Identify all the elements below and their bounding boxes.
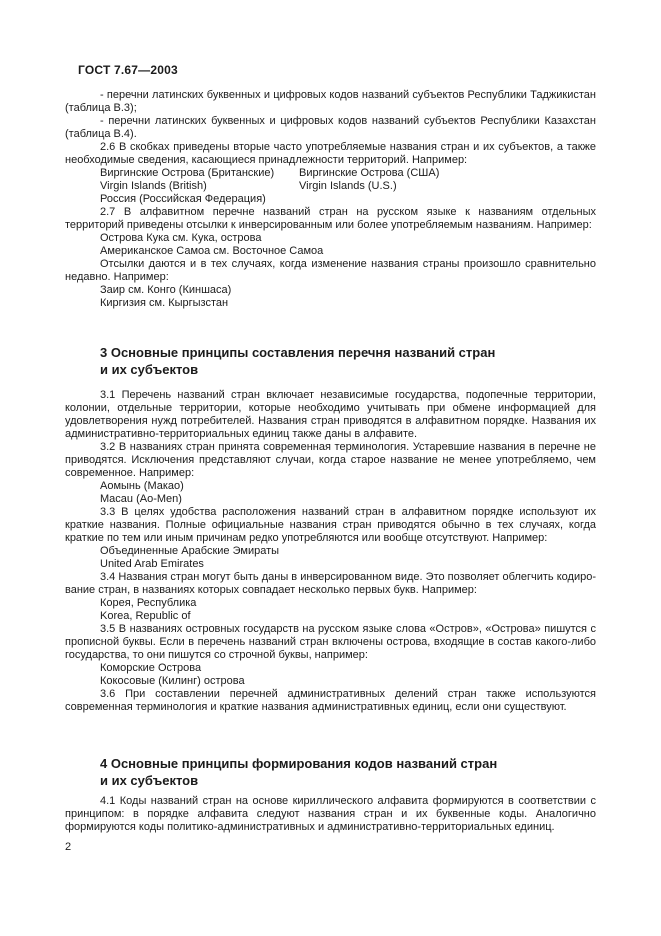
page-number: 2 bbox=[65, 841, 72, 853]
paragraph: 2.7 В алфавитном перечне названий стран на русском языке к названиям отдельных территорий приведены отсылки к инверсированным или более употребляемым названиям. Например: bbox=[65, 206, 596, 231]
example-line: Аомынь (Макао) bbox=[100, 480, 184, 492]
document-body bbox=[65, 89, 596, 834]
paragraph: 3.3 В целях удобства расположения названий стран в алфавитном порядке используют их краткие названия. Полные официальные названия стран приводятся обычно в тех случаях, когда краткие по тем или иным причинам редко употребляются или вообще отсутствуют. Например: bbox=[65, 506, 596, 544]
example-line: Корея, Республика bbox=[100, 597, 197, 609]
paragraph: 4.1 Коды названий стран на основе кириллического алфавита формируются в соответствии с принципом: в порядке алфавита следуют названия стран и их буквенные коды. Аналогично формируются коды политико-административных и административно-территориальных единиц. bbox=[65, 795, 596, 833]
section-heading-line: 3 Основные принципы составления перечня названий стран bbox=[100, 345, 496, 360]
example-line: Киргизия см. Кыргызстан bbox=[100, 297, 229, 309]
paragraph: 3.4 Названия стран могут быть даны в инверсированном виде. Это позволяет облегчить кодирование стран, в названиях которых совпадает несколько первых букв. Например: bbox=[65, 571, 596, 596]
example-line: Кокосовые (Килинг) острова bbox=[100, 675, 245, 687]
example-line: Macau (Ao-Men) bbox=[100, 493, 182, 505]
list-item: - перечни латинских буквенных и цифровых кодов названий субъектов Республики Казахстан (таблица В.4). bbox=[65, 115, 596, 140]
paragraph: 3.1 Перечень названий стран включает независимые государства, подопечные территории, колонии, отдельные территории, которые необходимо учитывать при обмене информацией для удовлетворения нужд потребителей. Названия стран приводятся в алфавитном порядке. Названия их административно-территориальных единиц также даны в алфавите. bbox=[65, 389, 596, 440]
list-item: - перечни латинских буквенных и цифровых кодов названий субъектов Республики Таджикистан (таблица В.3); bbox=[65, 89, 596, 114]
paragraph: 3.2 В названиях стран принята современная терминология. Устаревшие названия в перечне не приводятся. Исключения представляют случаи, когда старое название не менее употребляемо, чем современное. Например: bbox=[65, 441, 596, 479]
example-column: Virgin Islands (U.S.) bbox=[299, 180, 397, 192]
example-columns bbox=[65, 180, 596, 193]
paragraph: 3.5 В названиях островных государств на русском языке слова «Остров», «Острова» пишутся с прописной буквы. Если в перечень названий стран включены острова, входящие в состав какого-либо государства, то они пишутся со строчной буквы, например: bbox=[65, 623, 596, 661]
example-line: Объединенные Арабские Эмираты bbox=[100, 545, 280, 557]
example-line: Россия (Российская Федерация) bbox=[100, 193, 266, 205]
example-line: Korea, Republic of bbox=[100, 610, 191, 622]
example-columns bbox=[65, 167, 596, 180]
section-heading-line: и их субъектов bbox=[100, 362, 199, 377]
example-line: United Arab Emirates bbox=[100, 558, 204, 570]
section-heading bbox=[65, 755, 596, 789]
example-line: Острова Кука см. Кука, острова bbox=[100, 232, 262, 244]
example-column: Виргинские Острова (США) bbox=[299, 167, 440, 179]
paragraph: Отсылки даются и в тех случаях, когда изменение названия страны произошло сравнительно недавно. Например: bbox=[65, 258, 596, 283]
section-heading-line: и их субъектов bbox=[100, 773, 199, 788]
running-header: ГОСТ 7.67—2003 bbox=[78, 63, 178, 77]
example-column: Виргинские Острова (Британские) bbox=[100, 167, 275, 179]
example-line: Американское Самоа см. Восточное Самоа bbox=[100, 245, 324, 257]
section-heading-line: 4 Основные принципы формирования кодов названий стран bbox=[100, 756, 498, 771]
example-line: Коморские Острова bbox=[100, 662, 202, 674]
section-heading bbox=[65, 344, 596, 378]
paragraph: 3.6 При составлении перечней административных делений стран также используются современная терминология и краткие названия административных единиц, если они существуют. bbox=[65, 688, 596, 713]
example-line: Заир см. Конго (Киншаса) bbox=[100, 284, 232, 296]
paragraph: 2.6 В скобках приведены вторые часто употребляемые названия стран и их субъектов, а также необходимые сведения, касающиеся принадлежности территорий. Например: bbox=[65, 141, 596, 166]
example-column: Virgin Islands (British) bbox=[100, 180, 207, 192]
